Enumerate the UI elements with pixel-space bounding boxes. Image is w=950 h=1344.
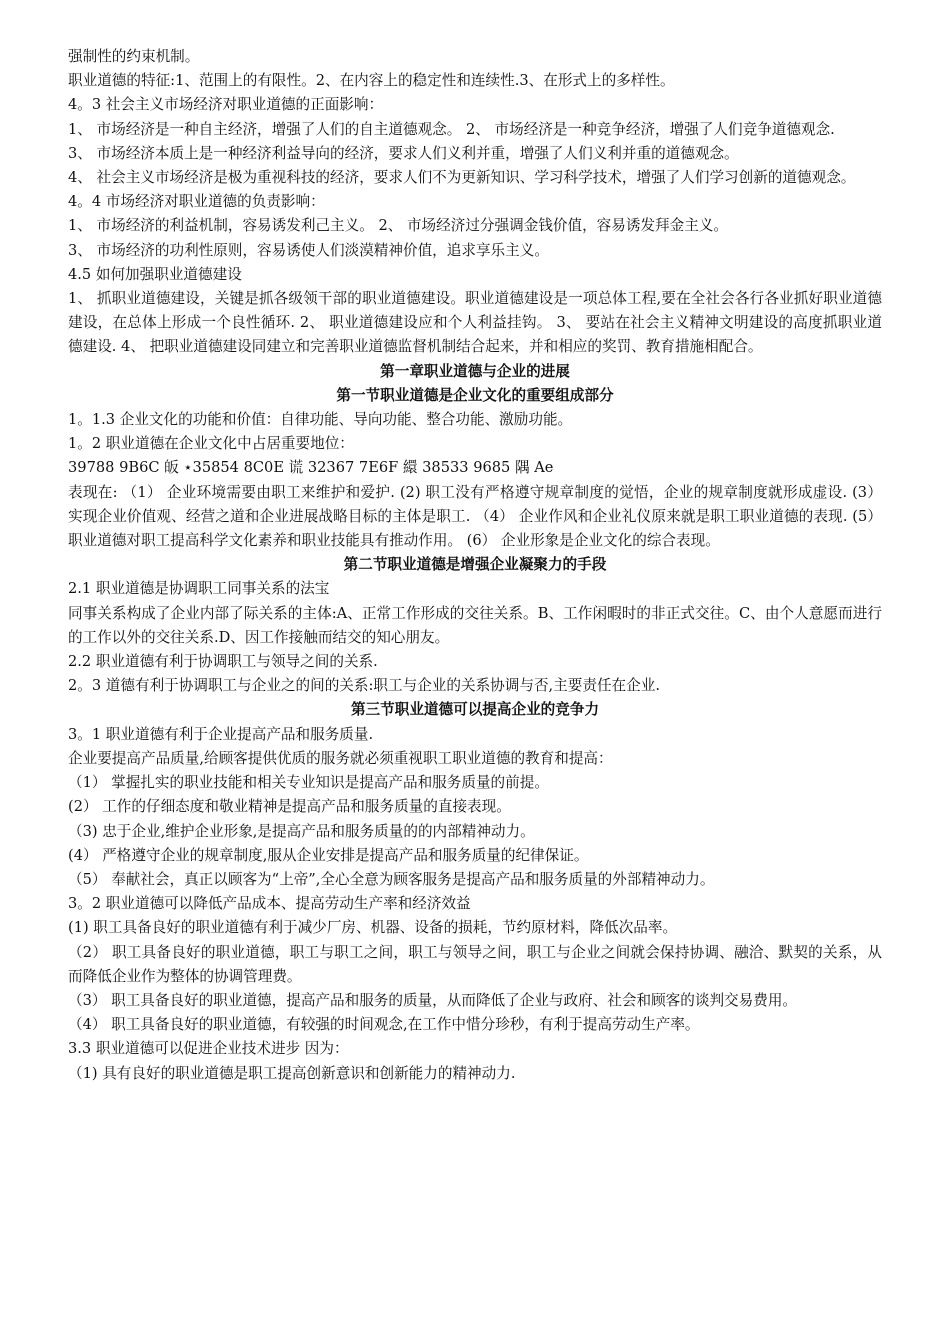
paragraph: 强制性的约束机制。 xyxy=(68,48,200,65)
paragraph: （2） 职工具备良好的职业道德，职工与职工之间，职工与领导之间，职工与企业之间就会保持协调、融洽、默契的关系，从而降低企业作为整体的协调管理费。 xyxy=(68,943,882,985)
paragraph: （3） 职工具备良好的职业道德，提高产品和服务的质量，从而降低了企业与政府、社会和顾客的谈判交易费用。 xyxy=(68,991,798,1009)
paragraph: （1) 具有良好的职业道德是职工提高创新意识和创新能力的精神动力. xyxy=(68,1064,516,1082)
paragraph: 4。3 社会主义市场经济对职业道德的正面影响： xyxy=(68,96,384,114)
paragraph: 1、 市场经济是一种自主经济，增强了人们的自主道德观念。 2、 市场经济是一种竞争经济，增强了人们竞争道德观念. xyxy=(68,120,835,138)
paragraph: （5） 奉献社会，真正以顾客为“上帝”,全心全意为顾客服务是提高产品和服务质量的外部精神动力。 xyxy=(68,870,715,888)
paragraph: (1) 职工具备良好的职业道德有利于减少厂房、机器、设备的损耗，节约原材料，降低次品率。 xyxy=(68,919,678,937)
section-heading: 第二节职业道德是增强企业凝聚力的手段 xyxy=(343,556,607,574)
paragraph: 39788 9B6C 皈 ⋆35854 8C0E 谎 32367 7E6F 繯 38533 9685 隅 Ae xyxy=(68,459,554,477)
paragraph: 1。2 职业道德在企业文化中占居重要地位： xyxy=(68,435,354,453)
paragraph: 表现在: （1） 企业环境需要由职工来维护和爱护. (2) 职工没有严格遵守规章制度的觉悟，企业的规章制度就形成虚设. (3） 实现企业价值观、经营之道和企业进展战略目标的主体是职工. （4） 企业作风和企业礼仪原来就是职工职业道德的表现. (5） 职业道德对职工提高科学文化素养和职业技能具有推动作用。 (6） 企业形象是企业文化的综合表现。 xyxy=(68,483,882,550)
section-heading: 第一章职业道德与企业的进展 xyxy=(380,362,570,380)
paragraph: 2.2 职业道德有利于协调职工与领导之间的关系. xyxy=(68,653,378,671)
section-heading: 第一节职业道德是企业文化的重要组成部分 xyxy=(336,386,614,404)
paragraph: （4） 职工具备良好的职业道德，有较强的时间观念,在工作中惜分珍秒，有利于提高劳动生产率。 xyxy=(68,1016,700,1034)
paragraph: 1、 抓职业道德建设，关键是抓各级领干部的职业道德建设。职业道德建设是一项总体工程,要在全社会各行各业抓好职业道德建设，在总体上形成一个良性循环. 2、 职业道德建设应和个人利益挂钩。 3、 要站在社会主义精神文明建设的高度抓职业道德建设. 4、 把职业道德建设同建立和完善职业道德监督机制结合起来，并和相应的奖罚、教育措施相配合。 xyxy=(68,290,882,356)
paragraph: 4。4 市场经济对职业道德的负责影响： xyxy=(68,193,325,211)
paragraph: 4、 社会主义市场经济是极为重视科技的经济，要求人们不为更新知识、学习科学技术，增强了人们学习创新的道德观念。 xyxy=(68,169,856,187)
paragraph: 3、 市场经济的功利性原则，容易诱使人们淡漠精神价值，追求享乐主义。 xyxy=(68,241,549,259)
paragraph: （3) 忠于企业,维护企业形象,是提高产品和服务质量的的内部精神动力。 xyxy=(68,822,535,840)
paragraph: 职业道德的特征:1、范围上的有限性。2、在内容上的稳定性和连续性.3、在形式上的多样性。 xyxy=(68,72,675,90)
paragraph: 2.1 职业道德是协调职工同事关系的法宝 xyxy=(68,580,330,598)
paragraph: 3、 市场经济本质上是一种经济利益导向的经济，要求人们义利并重，增强了人们义利并重的道德观念。 xyxy=(68,144,739,162)
paragraph: （1） 掌握扎实的职业技能和相关专业知识是提高产品和服务质量的前提。 xyxy=(68,774,549,792)
paragraph: 1。1.3 企业文化的功能和价值：自律功能、导向功能、整合功能、激励功能。 xyxy=(68,411,573,429)
paragraph: 3。1 职业道德有利于企业提高产品和服务质量. xyxy=(68,725,374,743)
paragraph: 同事关系构成了企业内部了际关系的主体:A、正常工作形成的交往关系。B、工作闲暇时的非正式交往。C、由个人意愿而进行的工作以外的交往关系.D、因工作接触而结交的知心朋友。 xyxy=(68,604,882,646)
paragraph: (4） 严格遵守企业的规章制度,服从企业安排是提高产品和服务质量的纪律保证。 xyxy=(68,846,589,864)
paragraph: 3.3 职业道德可以促进企业技术进步 因为： xyxy=(68,1040,349,1058)
paragraph: 4.5 如何加强职业道德建设 xyxy=(68,265,242,283)
paragraph: 企业要提高产品质量,给顾客提供优质的服务就必须重视职工职业道德的教育和提高： xyxy=(68,749,613,767)
paragraph: 1、 市场经济的利益机制，容易诱发利己主义。 2、 市场经济过分强调金钱价值，容易诱发拜金主义。 xyxy=(68,217,729,235)
paragraph: 2。3 道德有利于协调职工与企业之的间的关系:职工与企业的关系协调与否,主要责任在企业. xyxy=(68,677,660,695)
paragraph: (2） 工作的仔细态度和敬业精神是提高产品和服务质量的直接表现。 xyxy=(68,798,511,816)
section-heading: 第三节职业道德可以提高企业的竞争力 xyxy=(350,701,600,719)
paragraph: 3。2 职业道德可以降低产品成本、提高劳动生产率和经济效益 xyxy=(68,895,471,913)
